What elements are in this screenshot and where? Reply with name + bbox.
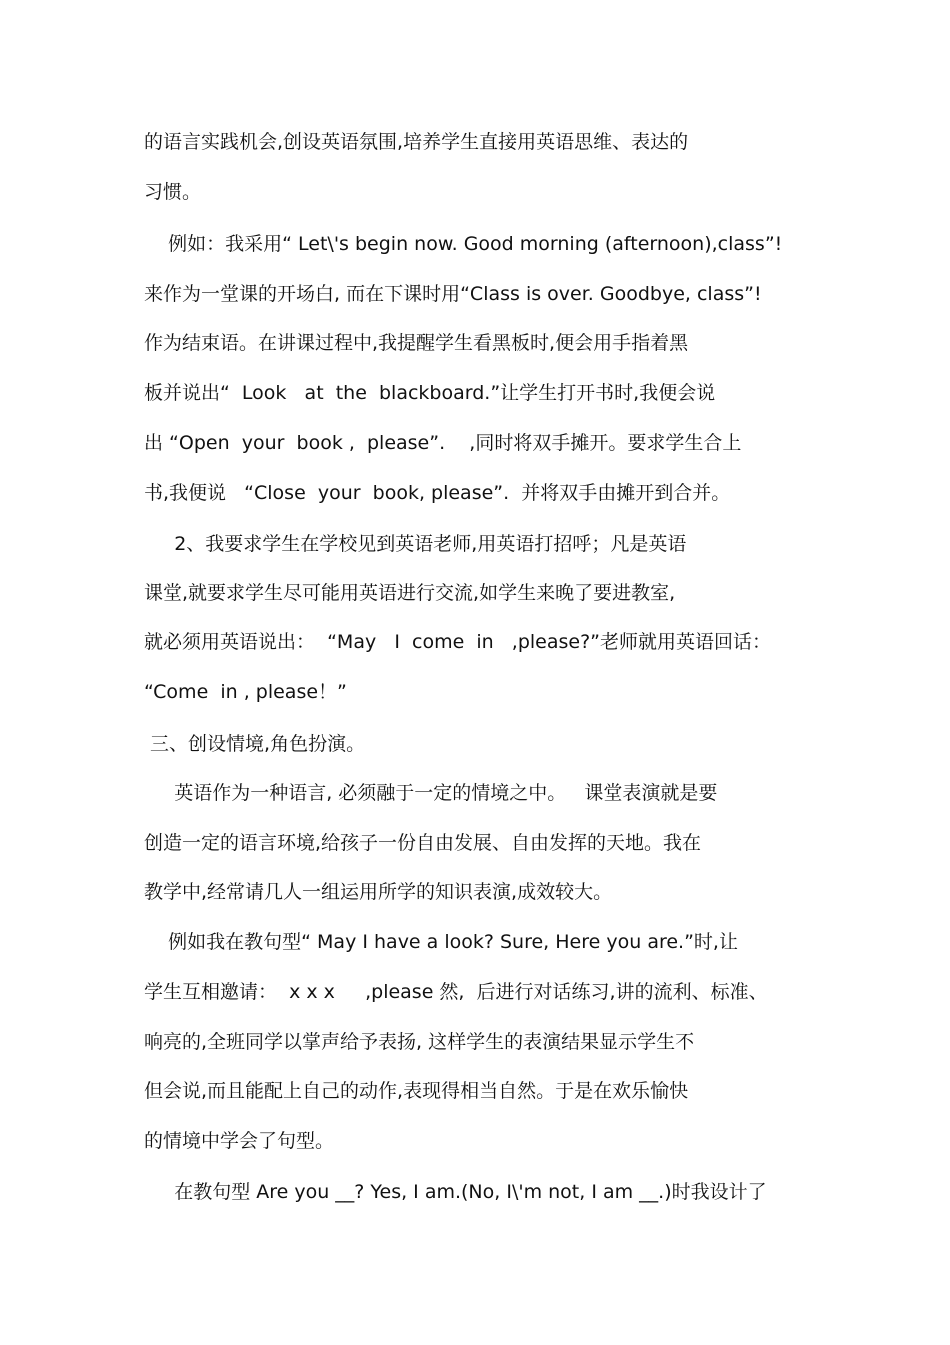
text-line: 教学中,经常请几人一组运用所学的知识表演,成效较大。 [144,881,613,903]
section-heading: 三、创设情境,角色扮演。 [144,733,366,755]
text-line: 2、我要求学生在学校见到英语老师,用英语打招呼；凡是英语 [144,533,687,555]
text-line: 书,我便说 “Close your book, please”. 并将双手由摊开到合并。 [144,482,731,504]
text-line: 的语言实践机会,创设英语氛围,培养学生直接用英语思维、表达的 [144,131,689,153]
text-line: 的情境中学会了句型。 [144,1130,335,1152]
text-line: 习惯。 [144,181,202,203]
text-line: 但会说,而且能配上自己的动作,表现得相当自然。于是在欢乐愉快 [144,1080,689,1102]
text-line: 课堂,就要求学生尽可能用英语进行交流,如学生来晚了要进教室, [144,582,676,604]
text-line: 来作为一堂课的开场白, 而在下课时用“Class is over. Goodbye, class”! [144,283,762,305]
text-line: 学生互相邀请： x x x ,please 然, 后进行对话练习,讲的流利、标准、 [144,981,768,1003]
text-line: 例如：我采用“ Let\'s begin now. Good morning (afternoon),class”! [144,233,783,255]
text-line: 创造一定的语言环境,给孩子一份自由发展、自由发挥的天地。我在 [144,832,702,854]
text-line: 就必须用英语说出： “May I come in ,please?”老师就用英语回话： [144,631,772,653]
text-line: 作为结束语。在讲课过程中,我提醒学生看黑板时,便会用手指着黑 [144,332,689,354]
text-line: 例如我在教句型“ May I have a look? Sure, Here you are.”时,让 [144,931,738,953]
text-line: 响亮的,全班同学以掌声给予表扬, 这样学生的表演结果显示学生不 [144,1031,695,1053]
text-line: 在教句型 Are you __? Yes, I am.(No, I\'m not, I am __.)时我设计了 [144,1181,767,1203]
text-line: 出 “Open your book , please”. ,同时将双手摊开。要求学生合上 [144,432,742,454]
text-line: 英语作为一种语言, 必须融于一定的情境之中。 课堂表演就是要 [144,782,718,804]
text-line: “Come in , please！” [144,681,347,703]
text-line: 板并说出“ Look at the blackboard.”让学生打开书时,我便会说 [144,382,716,404]
